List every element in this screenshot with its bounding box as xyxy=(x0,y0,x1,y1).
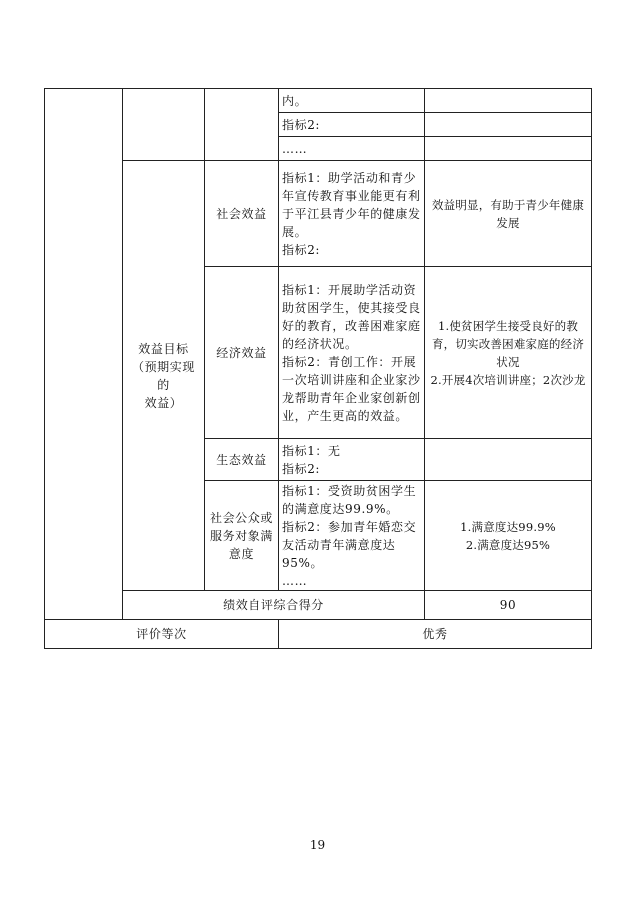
page-number: 19 xyxy=(309,838,326,852)
social-benefit-label: 社会效益 xyxy=(205,161,279,267)
table-row xyxy=(45,89,592,113)
overall-score-label: 绩效自评综合得分 xyxy=(123,591,425,620)
evaluation-rank-value: 优秀 xyxy=(279,620,592,649)
social-benefit-indicator: 指标1：助学活动和青少年宣传教育事业能更有利于平江县青少年的健康发展。 指标2: xyxy=(279,161,425,267)
economic-benefit-value: 1.使贫困学生接受良好的教育，切实改善困难家庭的经济状况 2.开展4次培训讲座；2次沙龙 xyxy=(425,267,592,439)
outer-empty-cell xyxy=(45,89,123,620)
value-cell xyxy=(425,89,592,113)
social-benefit-value: 效益明显，有助于青少年健康发展 xyxy=(425,161,592,267)
table-row xyxy=(45,620,592,649)
table-row xyxy=(45,161,592,267)
benefit-target-label: 效益目标 （预期实现的 效益） xyxy=(123,161,205,591)
level3-empty-cell xyxy=(205,89,279,161)
economic-benefit-indicator: 指标1：开展助学活动资助贫困学生，使其接受良好的教育，改善困难家庭的经济状况。 指标2：青创工作：开展一次培训讲座和企业家沙龙帮助青年企业家创新创业，产生更高的效益。 xyxy=(279,267,425,439)
indicator-cell: …… xyxy=(279,137,425,161)
indicator-cell: 指标2: xyxy=(279,113,425,137)
value-cell xyxy=(425,137,592,161)
satisfaction-label: 社会公众或服务对象满意度 xyxy=(205,481,279,591)
value-cell xyxy=(425,113,592,137)
satisfaction-indicator: 指标1：受资助贫困学生的满意度达99.9%。 指标2：参加青年婚恋交友活动青年满意度达95%。 …… xyxy=(279,481,425,591)
economic-benefit-label: 经济效益 xyxy=(205,267,279,439)
table-row xyxy=(45,591,592,620)
evaluation-rank-label: 评价等次 xyxy=(45,620,279,649)
performance-evaluation-table xyxy=(44,88,592,649)
satisfaction-value: 1.满意度达99.9% 2.满意度达95% xyxy=(425,481,592,591)
ecological-benefit-label: 生态效益 xyxy=(205,439,279,481)
overall-score-value: 90 xyxy=(425,591,592,620)
ecological-benefit-value xyxy=(425,439,592,481)
indicator-cell: 内。 xyxy=(279,89,425,113)
ecological-benefit-indicator: 指标1：无 指标2: xyxy=(279,439,425,481)
level2-empty-cell xyxy=(123,89,205,161)
